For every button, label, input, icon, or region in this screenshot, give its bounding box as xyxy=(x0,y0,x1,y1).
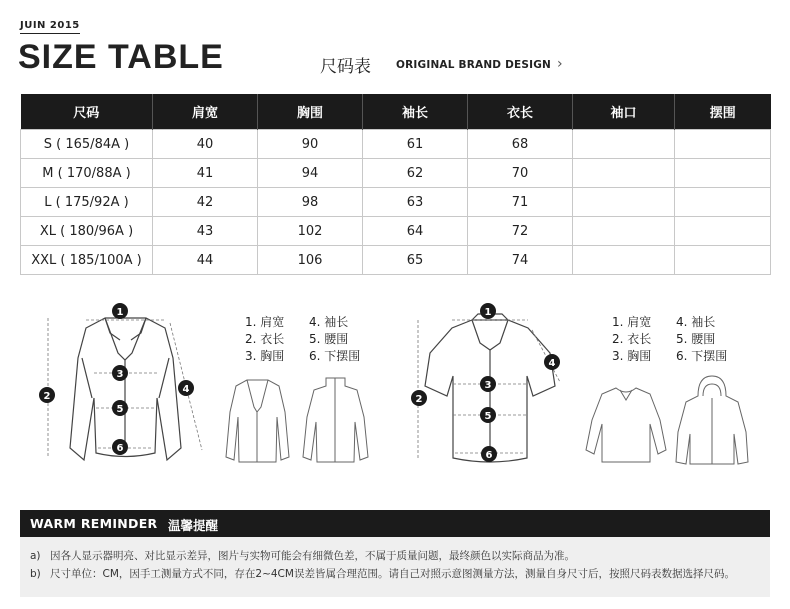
table-row xyxy=(21,246,771,275)
column-header: 衣长 xyxy=(468,94,573,130)
legend-item: 1. 肩宽 xyxy=(245,315,285,329)
legend-item: 4. 袖长 xyxy=(309,315,349,329)
legend-item: 2. 衣长 xyxy=(612,332,652,346)
table-cell xyxy=(573,188,675,217)
legend-item: 5. 腰围 xyxy=(309,332,349,346)
table-cell: XL ( 180/96A ) xyxy=(21,217,153,246)
sweater-sketch xyxy=(582,380,670,468)
marker-label: 4 xyxy=(182,384,190,395)
shirt-measure-diagram xyxy=(400,298,570,473)
table-cell: 71 xyxy=(468,188,573,217)
table-row xyxy=(21,130,771,159)
marker-label: 4 xyxy=(548,358,556,369)
marker-label: 2 xyxy=(415,394,423,405)
marker-label: 5 xyxy=(484,411,492,422)
marker-label: 3 xyxy=(116,369,124,380)
legend-item: 6. 下摆围 xyxy=(309,349,361,363)
table-cell: 43 xyxy=(153,217,258,246)
reminder-title-en: WARM REMINDER xyxy=(30,516,158,531)
column-header: 袖口 xyxy=(573,94,675,130)
table-cell: S ( 165/84A ) xyxy=(21,130,153,159)
table-cell: 62 xyxy=(363,159,468,188)
column-header: 肩宽 xyxy=(153,94,258,130)
legend-item: 3. 胸围 xyxy=(245,349,285,363)
reminder-header xyxy=(20,510,770,537)
table-cell xyxy=(675,246,771,275)
table-cell xyxy=(573,217,675,246)
table-header-row xyxy=(21,94,771,130)
table-cell: 90 xyxy=(258,130,363,159)
table-cell: 40 xyxy=(153,130,258,159)
table-cell xyxy=(573,130,675,159)
table-cell: L ( 175/92A ) xyxy=(21,188,153,217)
size-table xyxy=(20,94,771,275)
table-cell xyxy=(573,246,675,275)
table-cell xyxy=(675,217,771,246)
table-cell: 64 xyxy=(363,217,468,246)
legend-item: 5. 腰围 xyxy=(676,332,716,346)
subtitle-cn: 尺码表 xyxy=(320,57,371,77)
legend-item: 2. 衣长 xyxy=(245,332,285,346)
table-cell: 98 xyxy=(258,188,363,217)
marker-label: 2 xyxy=(43,391,51,402)
column-header: 胸围 xyxy=(258,94,363,130)
note-key: a) xyxy=(30,550,41,562)
note-item xyxy=(30,566,735,581)
table-cell xyxy=(675,188,771,217)
year-label: JUIN 2015 xyxy=(20,20,80,34)
legend-item: 1. 肩宽 xyxy=(612,315,652,329)
measure-legend-right xyxy=(612,314,732,365)
table-cell: 68 xyxy=(468,130,573,159)
table-cell: 94 xyxy=(258,159,363,188)
marker-label: 5 xyxy=(116,404,124,415)
blazer-sketch xyxy=(220,372,295,467)
reminder-title-cn: 温馨提醒 xyxy=(168,518,219,533)
legend-item: 6. 下摆围 xyxy=(676,349,728,363)
measure-legend-left xyxy=(245,314,365,365)
column-header: 摆围 xyxy=(675,94,771,130)
marker-label: 6 xyxy=(116,443,124,454)
note-text: 因各人显示器明亮、对比显示差异，图片与实物可能会有细微色差，不属于质量问题，最终颜色以实际商品为准。 xyxy=(50,550,575,562)
note-text: 尺寸单位：CM，因手工测量方式不同，存在2~4CM误差皆属合理范围。请自己对照示意图测量方法，测量自身尺寸后，按照尺码表数据选择尺码。 xyxy=(50,568,735,580)
table-row xyxy=(21,159,771,188)
jacket-measure-diagram xyxy=(30,298,215,473)
table-cell: 74 xyxy=(468,246,573,275)
table-cell xyxy=(675,130,771,159)
marker-label: 1 xyxy=(116,307,124,318)
column-header: 袖长 xyxy=(363,94,468,130)
note-key: b) xyxy=(30,568,41,580)
table-cell: 41 xyxy=(153,159,258,188)
table-cell: 42 xyxy=(153,188,258,217)
marker-label: 6 xyxy=(485,450,493,461)
table-row xyxy=(21,188,771,217)
marker-label: 1 xyxy=(484,307,492,318)
chevron-right-icon[interactable]: › xyxy=(557,56,563,72)
table-cell: 65 xyxy=(363,246,468,275)
table-cell: 102 xyxy=(258,217,363,246)
reminder-notes xyxy=(20,537,770,597)
table-row xyxy=(21,217,771,246)
legend-item: 4. 袖长 xyxy=(676,315,716,329)
table-cell: 44 xyxy=(153,246,258,275)
column-header: 尺码 xyxy=(21,94,153,130)
table-cell xyxy=(675,159,771,188)
marker-label: 3 xyxy=(484,380,492,391)
legend-item: 3. 胸围 xyxy=(612,349,652,363)
table-cell: 106 xyxy=(258,246,363,275)
table-cell: 61 xyxy=(363,130,468,159)
table-cell: 70 xyxy=(468,159,573,188)
table-cell: 72 xyxy=(468,217,573,246)
table-cell xyxy=(573,159,675,188)
note-item xyxy=(30,548,575,563)
table-cell: XXL ( 185/100A ) xyxy=(21,246,153,275)
hoodie-sketch xyxy=(672,372,752,468)
page-title: SIZE TABLE xyxy=(18,38,224,76)
table-cell: 63 xyxy=(363,188,468,217)
subtitle-en: ORIGINAL BRAND DESIGN xyxy=(396,59,552,71)
zip-jacket-sketch xyxy=(298,372,373,467)
table-cell: M ( 170/88A ) xyxy=(21,159,153,188)
